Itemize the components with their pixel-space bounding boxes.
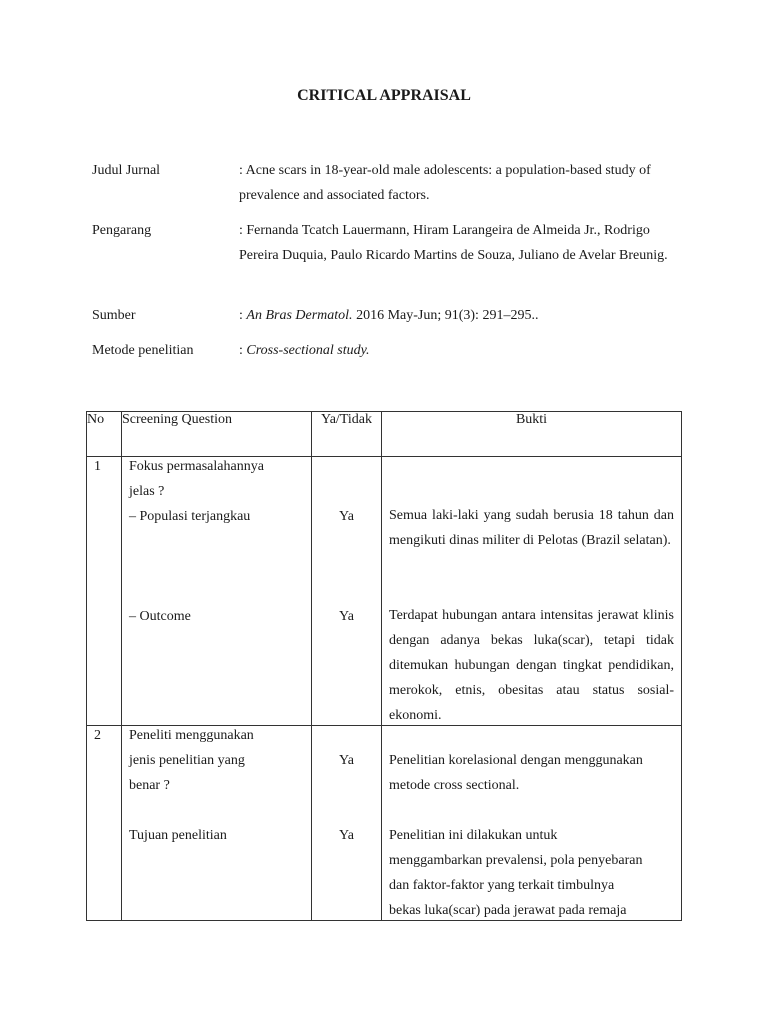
header-ya-tidak: Ya/Tidak <box>312 412 382 457</box>
row2-no-cell <box>87 726 122 921</box>
appraisal-table <box>86 411 682 921</box>
table-header-row <box>87 412 682 457</box>
row2-evidence2-line4: bekas luka(scar) pada jerawat pada remaja <box>389 903 627 918</box>
meta-sumber-value <box>239 303 679 328</box>
row2-question-line2: jenis penelitian yang <box>129 753 245 768</box>
row2-sub-label: Tujuan penelitian <box>129 828 227 843</box>
row1-evidence-cell <box>382 457 682 726</box>
row2-evidence2-line3: dan faktor-faktor yang terkait timbulnya <box>389 878 615 893</box>
table-row <box>87 726 682 921</box>
row1-sub2-label: – Outcome <box>129 609 191 624</box>
meta-pengarang-value: : Fernanda Tcatch Lauermann, Hiram Larangeira de Almeida Jr., Rodrigo Pereira Duquia, Paulo Ricardo Martins de Souza, Juliano de Avelar Breunig. <box>239 223 668 263</box>
document-title: CRITICAL APPRAISAL <box>297 87 471 104</box>
meta-metode-text: Cross-sectional study. <box>246 343 370 358</box>
row2-answer1: Ya <box>339 753 354 768</box>
row1-no-cell <box>87 457 122 726</box>
row1-answer-cell <box>312 457 382 726</box>
row1-sub1-answer: Ya <box>339 509 354 524</box>
meta-sumber-rest: 2016 May-Jun; 91(3): 291–295.. <box>352 308 539 323</box>
row2-evidence1-line1: Penelitian korelasional dengan menggunakan <box>389 753 643 768</box>
header-no: No <box>87 412 122 457</box>
row2-evidence-cell <box>382 726 682 921</box>
row2-question-cell <box>122 726 312 921</box>
header-screening-question: Screening Question <box>122 412 312 457</box>
row1-sub2-evidence: Terdapat hubungan antara intensitas jerawat klinis dengan adanya bekas luka(scar), tetapi tidak ditemukan hubungan dengan tingkat pendidikan, merokok, etnis, obesitas atau status sosial-ekonomi. <box>389 608 674 723</box>
meta-sumber-prefix: : <box>239 308 247 323</box>
row1-sub1-label: – Populasi terjangkau <box>129 509 251 524</box>
row1-sub2-answer: Ya <box>339 609 354 624</box>
meta-sumber <box>92 303 682 328</box>
row1-question-line2: jelas ? <box>129 484 165 499</box>
meta-judul <box>92 158 682 208</box>
row2-question-line3: benar ? <box>129 778 170 793</box>
meta-sumber-label: Sumber <box>92 308 136 323</box>
row2-answer-cell <box>312 726 382 921</box>
meta-metode-label: Metode penelitian <box>92 343 194 358</box>
meta-metode <box>92 338 682 363</box>
row2-sub-answer: Ya <box>339 828 354 843</box>
row1-question-cell <box>122 457 312 726</box>
meta-pengarang <box>92 218 682 293</box>
meta-metode-prefix: : <box>239 343 247 358</box>
row2-evidence2-line2: menggambarkan prevalensi, pola penyebaran <box>389 853 643 868</box>
meta-metode-value <box>239 338 679 363</box>
row2-evidence2-line1: Penelitian ini dilakukan untuk <box>389 828 558 843</box>
meta-pengarang-label: Pengarang <box>92 223 152 238</box>
meta-judul-value: : Acne scars in 18-year-old male adolescents: a population-based study of prevalence and associated factors. <box>239 163 651 203</box>
meta-sumber-journal: An Bras Dermatol. <box>246 308 353 323</box>
row2-question-line1: Peneliti menggunakan <box>129 728 254 743</box>
row1-question-line1: Fokus permasalahannya <box>129 459 264 474</box>
table-row <box>87 457 682 726</box>
row1-no: 1 <box>94 459 101 474</box>
row1-sub1-evidence: Semua laki-laki yang sudah berusia 18 tahun dan mengikuti dinas militer di Pelotas (Brazil selatan). <box>389 508 674 548</box>
row2-evidence1-line2: metode cross sectional. <box>389 778 520 793</box>
header-bukti: Bukti <box>382 412 682 457</box>
meta-judul-label: Judul Jurnal <box>92 163 161 178</box>
row2-no: 2 <box>94 728 101 743</box>
